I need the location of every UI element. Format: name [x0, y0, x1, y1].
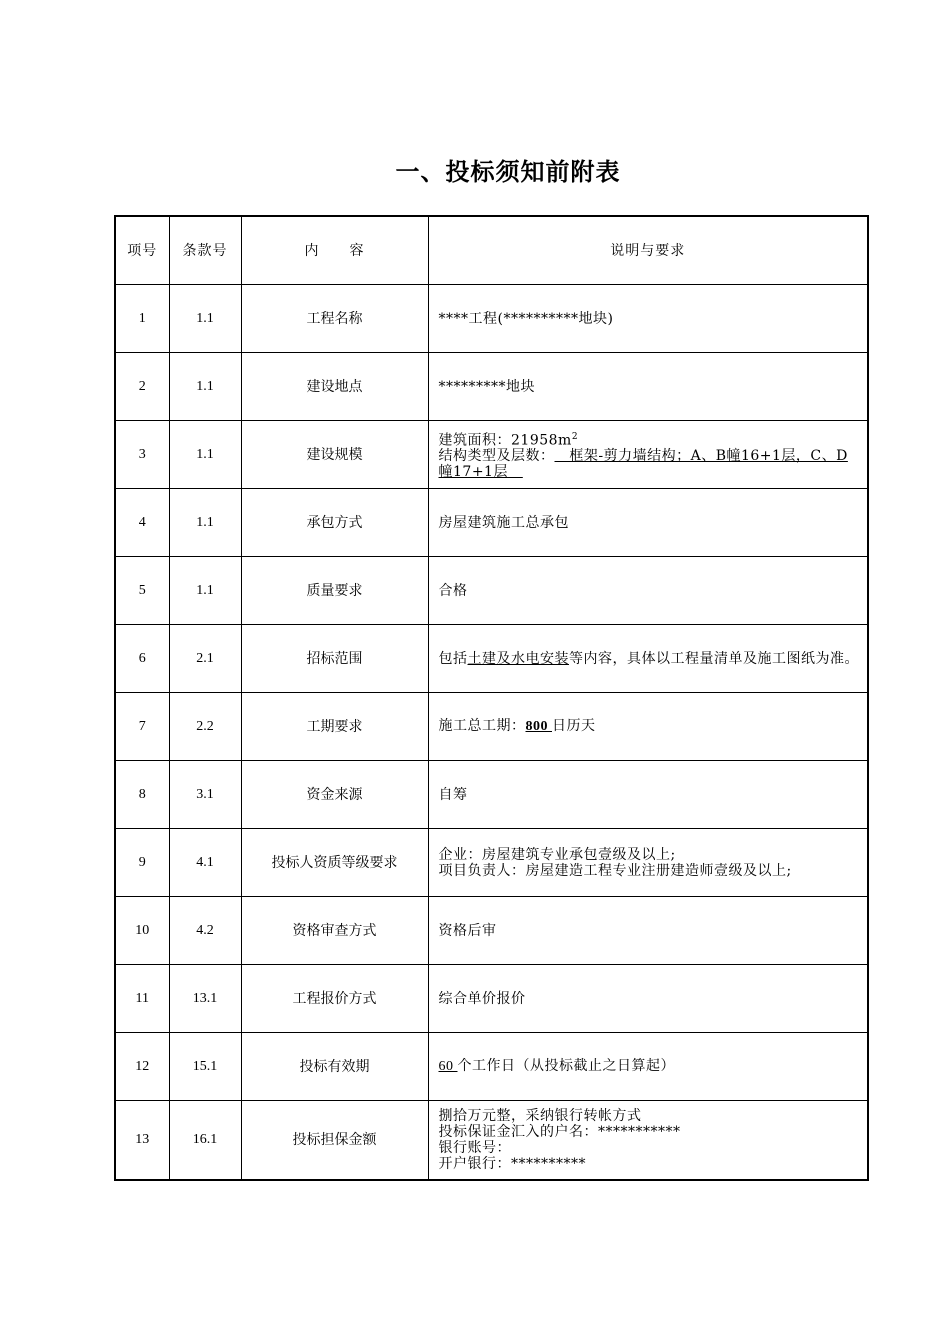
item-number: 4	[115, 489, 169, 557]
table-row	[115, 761, 868, 829]
account-name: 投标保证金汇入的户名：***********	[438, 1124, 681, 1140]
content-cell: 资金来源	[241, 761, 428, 829]
content-cell: 投标有效期	[241, 1033, 428, 1101]
duration-unit: 日历天	[552, 718, 596, 734]
table-row	[115, 285, 868, 353]
desc-cell: 资格后审	[428, 897, 868, 965]
table-row	[115, 829, 868, 897]
header-clause: 条款号	[169, 216, 241, 285]
manager-qualification: 项目负责人：房屋建造工程专业注册建造师壹级及以上;	[438, 862, 792, 879]
item-number: 13	[115, 1101, 169, 1181]
guarantee-amount: 捌拾万元整，采纳银行转帐方式	[438, 1108, 642, 1124]
desc-cell: 综合单价报价	[428, 965, 868, 1033]
content-cell: 承包方式	[241, 489, 428, 557]
item-number: 9	[115, 829, 169, 897]
content-cell: 工期要求	[241, 693, 428, 761]
validity-unit: 个工作日（从投标截止之日算起）	[457, 1058, 675, 1074]
content-cell: 建设规模	[241, 421, 428, 489]
desc-cell	[428, 1033, 868, 1101]
item-number: 1	[115, 285, 169, 353]
content-cell: 投标担保金额	[241, 1101, 428, 1181]
desc-cell: 房屋建筑施工总承包	[428, 489, 868, 557]
content-cell: 招标范围	[241, 625, 428, 693]
desc-cell: ****工程(**********地块)	[428, 285, 868, 353]
table-row	[115, 1033, 868, 1101]
content-cell: 建设地点	[241, 353, 428, 421]
desc-cell: 合格	[428, 557, 868, 625]
item-number: 2	[115, 353, 169, 421]
desc-cell	[428, 1101, 868, 1181]
item-number: 3	[115, 421, 169, 489]
table-row	[115, 965, 868, 1033]
item-number: 10	[115, 897, 169, 965]
building-area-text: 建筑面积：21958m	[438, 432, 572, 449]
bid-notice-table	[114, 215, 869, 1181]
table-row	[115, 625, 868, 693]
bank-name: 开户银行：**********	[438, 1156, 586, 1172]
item-number: 12	[115, 1033, 169, 1101]
content-cell: 工程名称	[241, 285, 428, 353]
clause-number: 1.1	[169, 421, 241, 489]
table-row	[115, 693, 868, 761]
clause-number: 13.1	[169, 965, 241, 1033]
building-area	[439, 429, 862, 449]
content-cell: 投标人资质等级要求	[241, 829, 428, 897]
desc-cell: 自筹	[428, 761, 868, 829]
structure-value: 框架-剪力墙结构；A、B幢16+1层，C、D幢17+1层	[438, 448, 848, 481]
item-number: 5	[115, 557, 169, 625]
desc-cell	[428, 421, 868, 489]
item-number: 8	[115, 761, 169, 829]
scope-suffix: 等内容，具体以工程量清单及施工图纸为准。	[569, 650, 859, 667]
content-cell: 资格审查方式	[241, 897, 428, 965]
clause-number: 1.1	[169, 285, 241, 353]
account-number: 银行账号：	[438, 1140, 511, 1156]
clause-number: 3.1	[169, 761, 241, 829]
scope-value: 土建及水电安装	[467, 650, 569, 667]
table-row	[115, 421, 868, 489]
clause-number: 4.2	[169, 897, 241, 965]
clause-number: 2.2	[169, 693, 241, 761]
validity-days: 60	[438, 1059, 458, 1074]
structure-label: 结构类型及层数：	[438, 448, 555, 465]
structure-type	[439, 448, 862, 480]
item-number: 6	[115, 625, 169, 693]
table-row	[115, 557, 868, 625]
table-header-row	[115, 216, 868, 285]
item-number: 11	[115, 965, 169, 1033]
enterprise-qualification: 企业：房屋建筑专业承包壹级及以上;	[438, 846, 676, 863]
header-desc: 说明与要求	[428, 216, 868, 285]
clause-number: 1.1	[169, 353, 241, 421]
scope-prefix: 包括	[438, 650, 468, 667]
item-number: 7	[115, 693, 169, 761]
duration-label: 施工总工期：	[438, 718, 526, 734]
desc-cell	[428, 829, 868, 897]
clause-number: 2.1	[169, 625, 241, 693]
content-cell: 质量要求	[241, 557, 428, 625]
desc-cell: *********地块	[428, 353, 868, 421]
table-row	[115, 1101, 868, 1181]
clause-number: 4.1	[169, 829, 241, 897]
header-content: 内 容	[241, 216, 428, 285]
clause-number: 16.1	[169, 1101, 241, 1181]
clause-number: 1.1	[169, 557, 241, 625]
table-row	[115, 353, 868, 421]
clause-number: 15.1	[169, 1033, 241, 1101]
page-title: 一、投标须知前附表	[395, 158, 621, 186]
header-item: 项号	[115, 216, 169, 285]
table-row	[115, 897, 868, 965]
content-cell: 工程报价方式	[241, 965, 428, 1033]
desc-cell	[428, 625, 868, 693]
area-unit-sup: 2	[571, 431, 579, 442]
clause-number: 1.1	[169, 489, 241, 557]
table-row	[115, 489, 868, 557]
duration-days: 800	[525, 719, 552, 734]
desc-cell	[428, 693, 868, 761]
